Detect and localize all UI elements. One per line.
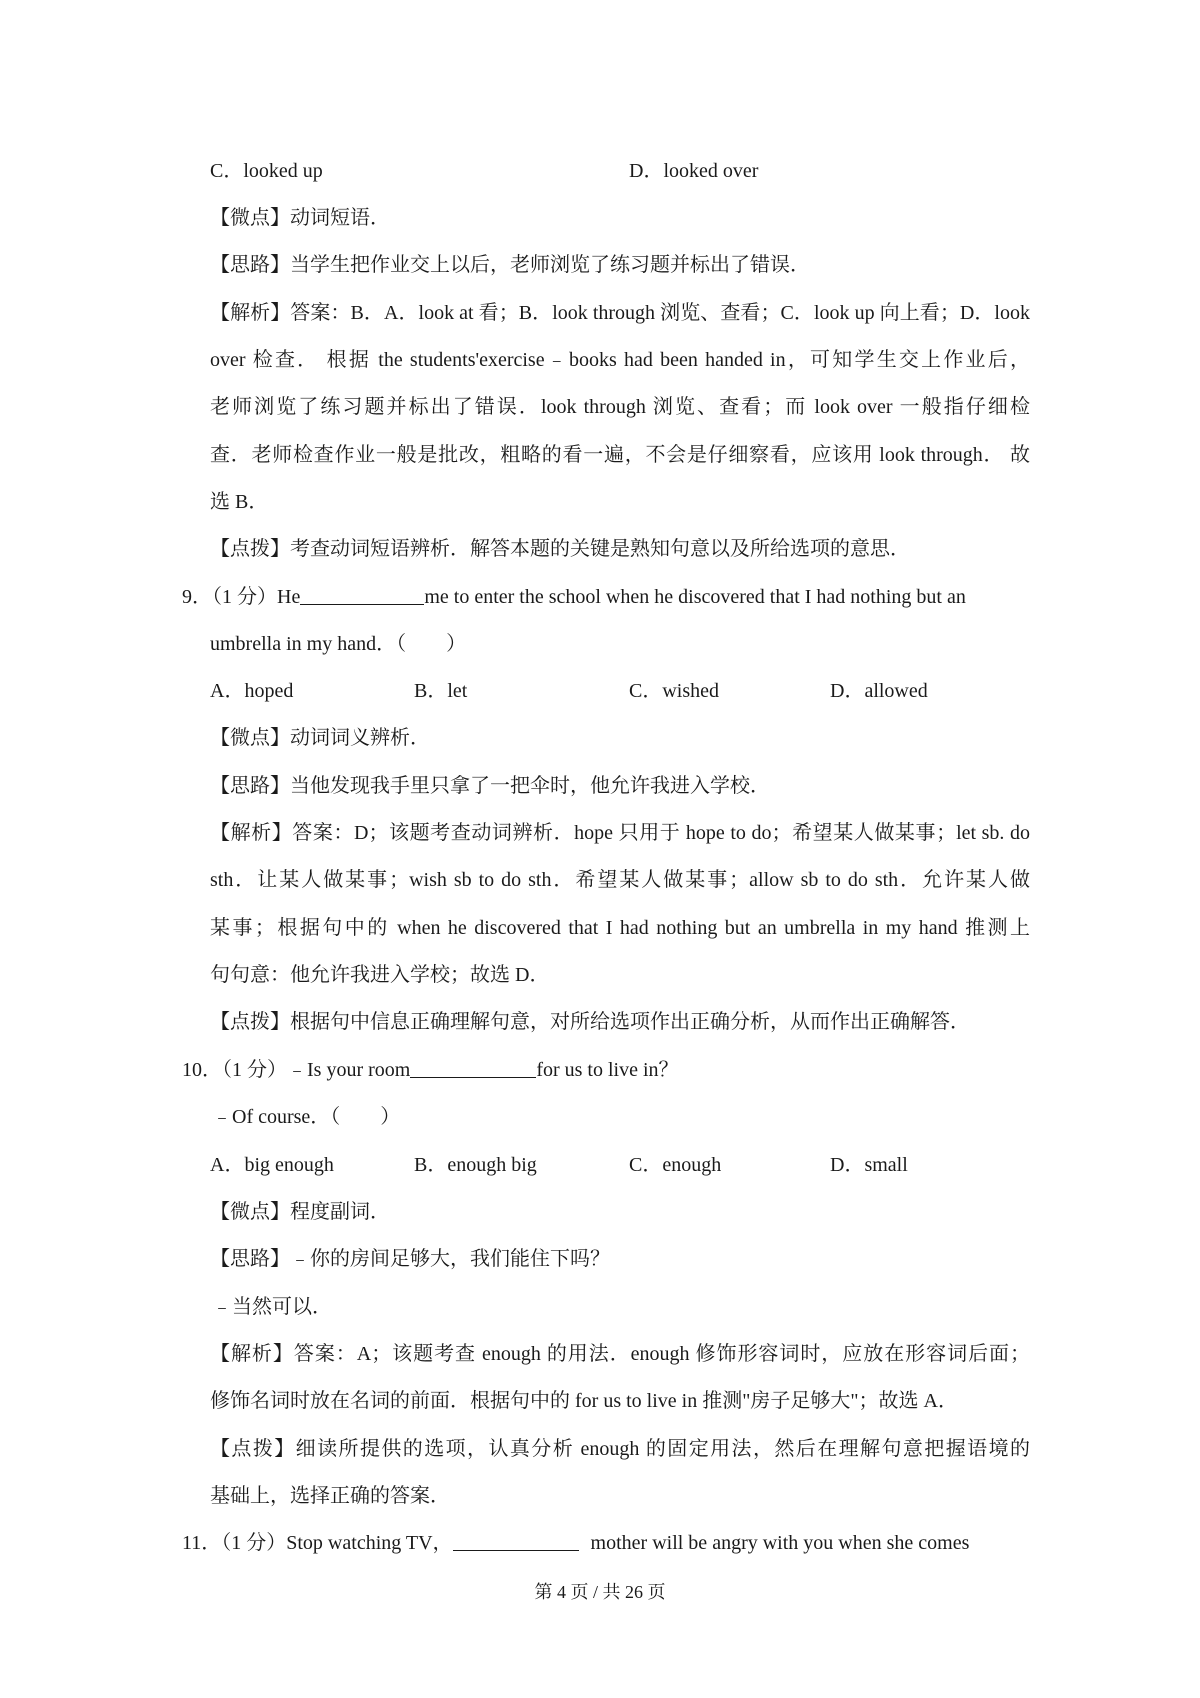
q9-stem-line-2: umbrella in my hand．（ ）	[210, 633, 467, 655]
q10-option-b: B．enough big	[414, 1154, 537, 1176]
q10-stem-start: 10．（1 分）﹣Is your room	[182, 1059, 411, 1081]
q9-jiexi-line-1: 【解析】答案：D；该题考查动词辨析．hope 只用于 hope to do；希望某人做某事；let sb. do	[210, 822, 1030, 844]
q8-silu: 【思路】当学生把作业交上以后，老师浏览了练习题并标出了错误．	[210, 254, 810, 276]
option-c: C．looked up	[210, 160, 323, 182]
q10-option-a: A．big enough	[210, 1154, 334, 1176]
q11-stem-end: mother will be angry with you when she comes	[590, 1532, 970, 1554]
q8-jiexi-line-3: 老师浏览了练习题并标出了错误．look through 浏览、查看；而 look over 一般指仔细检	[210, 396, 1030, 418]
q10-answer-blank	[410, 1057, 536, 1078]
q10-jiexi-line-2: 修饰名词时放在名词的前面．根据句中的 for us to live in 推测"房子足够大"；故选 A．	[210, 1390, 958, 1412]
q10-dianbo-line-1: 【点拨】细读所提供的选项，认真分析 enough 的固定用法，然后在理解句意把握语境的	[210, 1438, 1030, 1460]
q11-stem	[182, 1529, 1030, 1557]
q8-jiexi-line-5: 选 B．	[210, 491, 269, 513]
q10-option-d: D．small	[830, 1154, 908, 1176]
q9-answer-blank	[300, 584, 424, 605]
option-d: D．looked over	[629, 160, 759, 182]
q9-dianbo: 【点拨】根据句中信息正确理解句意，对所给选项作出正确分析，从而作出正确解答．	[210, 1011, 970, 1033]
q10-silu: 【思路】﹣你的房间足够大，我们能住下吗？	[210, 1248, 610, 1270]
q8-weidian: 【微点】动词短语．	[210, 207, 390, 229]
q10-dianbo-line-2: 基础上，选择正确的答案．	[210, 1485, 450, 1507]
q11-answer-blank	[453, 1530, 579, 1551]
q9-option-d: D．allowed	[830, 680, 928, 702]
q9-option-a: A．hoped	[210, 680, 294, 702]
q10-stem-end: for us to live in？	[536, 1059, 679, 1081]
q9-stem-start: 9．（1 分）He	[182, 586, 301, 608]
q8-dianbo: 【点拨】考查动词短语辨析．解答本题的关键是熟知句意以及所给选项的意思．	[210, 538, 910, 560]
q10-silu-line-2: ﹣当然可以．	[212, 1296, 332, 1318]
q9-jiexi-line-3: 某事；根据句中的 when he discovered that I had nothing but an umbrella in my hand 推测上	[210, 917, 1030, 939]
q8-jiexi-line-4: 查．老师检查作业一般是批改，粗略的看一遍，不会是仔细察看，应该用 look through． 故	[210, 444, 1030, 466]
q10-option-c: C．enough	[629, 1154, 722, 1176]
q9-option-b: B．let	[414, 680, 468, 702]
q9-weidian: 【微点】动词词义辨析．	[210, 727, 430, 749]
q10-stem-line-2: ﹣Of course．（ ）	[212, 1106, 401, 1128]
page-footer: 第 4 页 / 共 26 页	[534, 1582, 666, 1602]
q8-jiexi-line-1: 【解析】答案：B．A．look at 看；B．look through 浏览、查看；C．look up 向上看；D．look	[210, 302, 1030, 324]
q10-weidian: 【微点】程度副词．	[210, 1201, 390, 1223]
q9-jiexi-line-2: sth．让某人做某事；wish sb to do sth．希望某人做某事；allow sb to do sth．允许某人做	[210, 869, 1030, 891]
q9-jiexi-line-4: 句句意：他允许我进入学校；故选 D．	[210, 964, 550, 986]
q11-stem-start: 11．（1 分）Stop watching TV，	[182, 1532, 453, 1554]
q9-stem	[182, 583, 1030, 611]
q8-jiexi-line-2: over 检查． 根据 the students'exercise﹣books had been handed in，可知学生交上作业后，	[210, 349, 1030, 371]
q10-jiexi-line-1: 【解析】答案：A；该题考查 enough 的用法．enough 修饰形容词时，应放在形容词后面；	[210, 1343, 1030, 1365]
q9-stem-end: me to enter the school when he discovered that I had nothing but an	[424, 586, 966, 608]
q9-option-c: C．wished	[629, 680, 719, 702]
q9-silu: 【思路】当他发现我手里只拿了一把伞时，他允许我进入学校．	[210, 775, 770, 797]
q10-stem	[182, 1056, 1030, 1084]
